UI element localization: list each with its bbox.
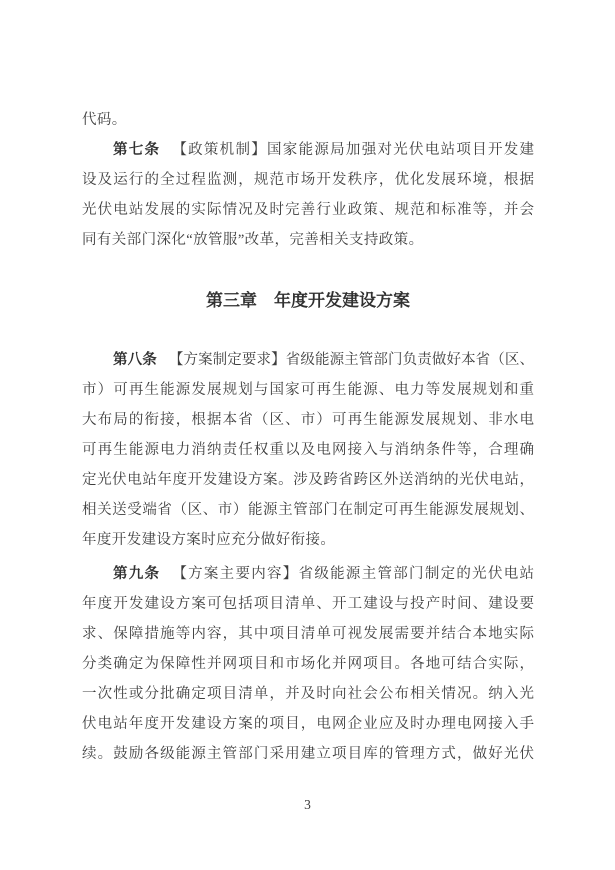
article9-line1 <box>82 559 534 589</box>
paragraph-article7 <box>82 135 534 255</box>
article9-line6: 伏电站年度开发建设方案的项目，电网企业应及时办理电网接入手 <box>82 716 534 732</box>
article9-line3: 求、保障措施等内容，其中项目清单可视发展需要并结合本地实际 <box>82 626 534 642</box>
article8-lead: 【方案制定要求】省级能源主管部门负责做好本省（区、 <box>168 352 535 368</box>
article8-line6: 相关送受端省（区、市）能源主管部门在制定可再生能源发展规划、 <box>82 502 534 518</box>
document-body <box>82 105 534 769</box>
article8-line7: 年度开发建设方案时应充分做好衔接。 <box>82 532 336 548</box>
article9-term: 第九条 <box>113 566 161 582</box>
paragraph-article9 <box>82 559 534 769</box>
article8-line2: 市）可再生能源发展规划与国家可再生能源、电力等发展规划和重 <box>82 382 534 398</box>
article7-lead: 【政策机制】国家能源局加强对光伏电站项目开发建 <box>172 142 535 158</box>
paragraph-article8 <box>82 345 534 555</box>
article9-line5: 一次性或分批确定项目清单，并及时向社会公布相关情况。纳入光 <box>82 686 534 702</box>
article9-line4: 分类确定为保障性并网项目和市场化并网项目。各地可结合实际， <box>82 656 534 672</box>
article7-line4: 同有关部门深化“放管服”改革，完善相关支持政策。 <box>82 232 424 248</box>
article7-line2: 设及运行的全过程监测，规范市场开发秩序，优化发展环境，根据 <box>82 172 534 188</box>
article8-line1 <box>82 345 534 375</box>
article9-lead: 【方案主要内容】省级能源主管部门制定的光伏电站 <box>172 566 535 582</box>
article9-line7: 续。鼓励各级能源主管部门采用建立项目库的管理方式，做好光伏 <box>82 746 534 762</box>
article7-line1 <box>82 135 534 165</box>
page-number: 3 <box>304 797 311 812</box>
chapter-heading: 第三章 年度开发建设方案 <box>206 291 410 310</box>
article8-term: 第八条 <box>113 352 157 368</box>
paragraph-tail-line: 代码。 <box>82 112 127 128</box>
article7-line3: 光伏电站发展的实际情况及时完善行业政策、规范和标准等，并会 <box>82 202 534 218</box>
article7-term: 第七条 <box>113 142 161 158</box>
article9-line2: 年度开发建设方案可包括项目清单、开工建设与投产时间、建设要 <box>82 596 534 612</box>
article8-line4: 可再生能源电力消纳责任权重以及电网接入与消纳条件等，合理确 <box>82 442 534 458</box>
article8-line3: 大布局的衔接，根据本省（区、市）可再生能源发展规划、非水电 <box>82 412 534 428</box>
article8-line5: 定光伏电站年度开发建设方案。涉及跨省跨区外送消纳的光伏电站， <box>82 472 534 488</box>
